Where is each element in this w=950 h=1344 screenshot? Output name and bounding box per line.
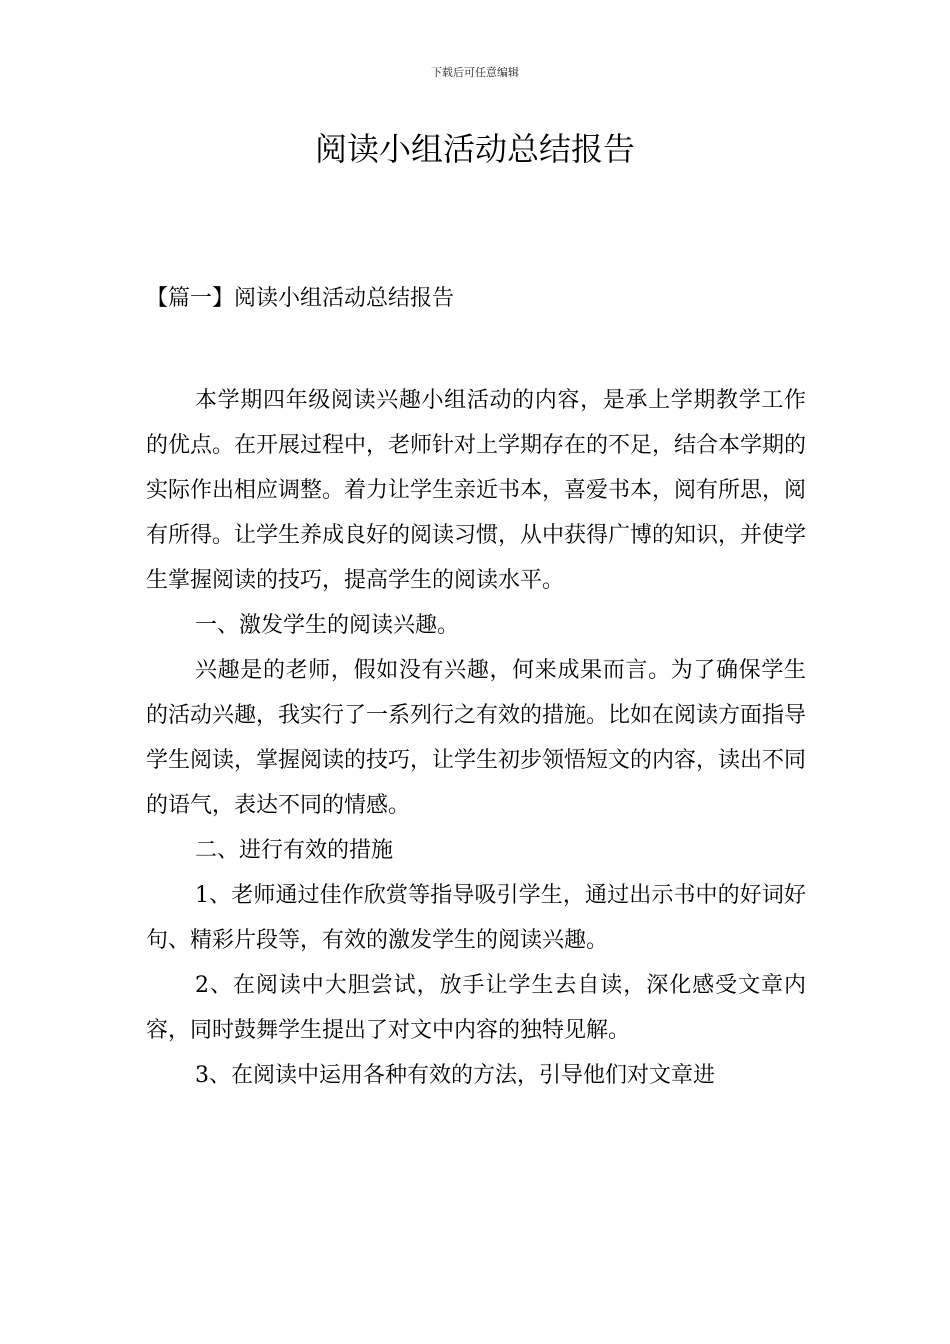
- body-text: [146, 378, 806, 1098]
- paragraph-interest: 兴趣是的老师，假如没有兴趣，何来成果而言。为了确保学生的活动兴趣，我实行了一系列行之有效的措施。比如在阅读方面指导学生阅读，掌握阅读的技巧，让学生初步领悟短文的内容，读出不同的语气，表达不同的情感。: [146, 658, 807, 818]
- section-heading: 【篇一】阅读小组活动总结报告: [146, 286, 455, 311]
- paragraph-heading-1: 一、激发学生的阅读兴趣。: [195, 613, 460, 638]
- header-note: 下载后可任意编辑: [431, 66, 519, 79]
- paragraph-heading-2: 二、进行有效的措施: [195, 838, 394, 863]
- paragraph-item-3: 3、在阅读中运用各种有效的方法，引导他们对文章进: [195, 1063, 715, 1088]
- paragraph-intro: 本学期四年级阅读兴趣小组活动的内容，是承上学期教学工作的优点。在开展过程中，老师针对上学期存在的不足，结合本学期的实际作出相应调整。着力让学生亲近书本，喜爱书本，阅有所思，阅有所得。让学生养成良好的阅读习惯，从中获得广博的知识，并使学生掌握阅读的技巧，提高学生的阅读水平。: [146, 388, 807, 593]
- document-title: 阅读小组活动总结报告: [314, 130, 635, 168]
- paragraph-item-2: 2、在阅读中大胆尝试，放手让学生去自读，深化感受文章内容，同时鼓舞学生提出了对文中内容的独特见解。: [146, 973, 806, 1043]
- paragraph-item-1: 1、老师通过佳作欣赏等指导吸引学生，通过出示书中的好词好句、精彩片段等，有效的激发学生的阅读兴趣。: [146, 883, 806, 953]
